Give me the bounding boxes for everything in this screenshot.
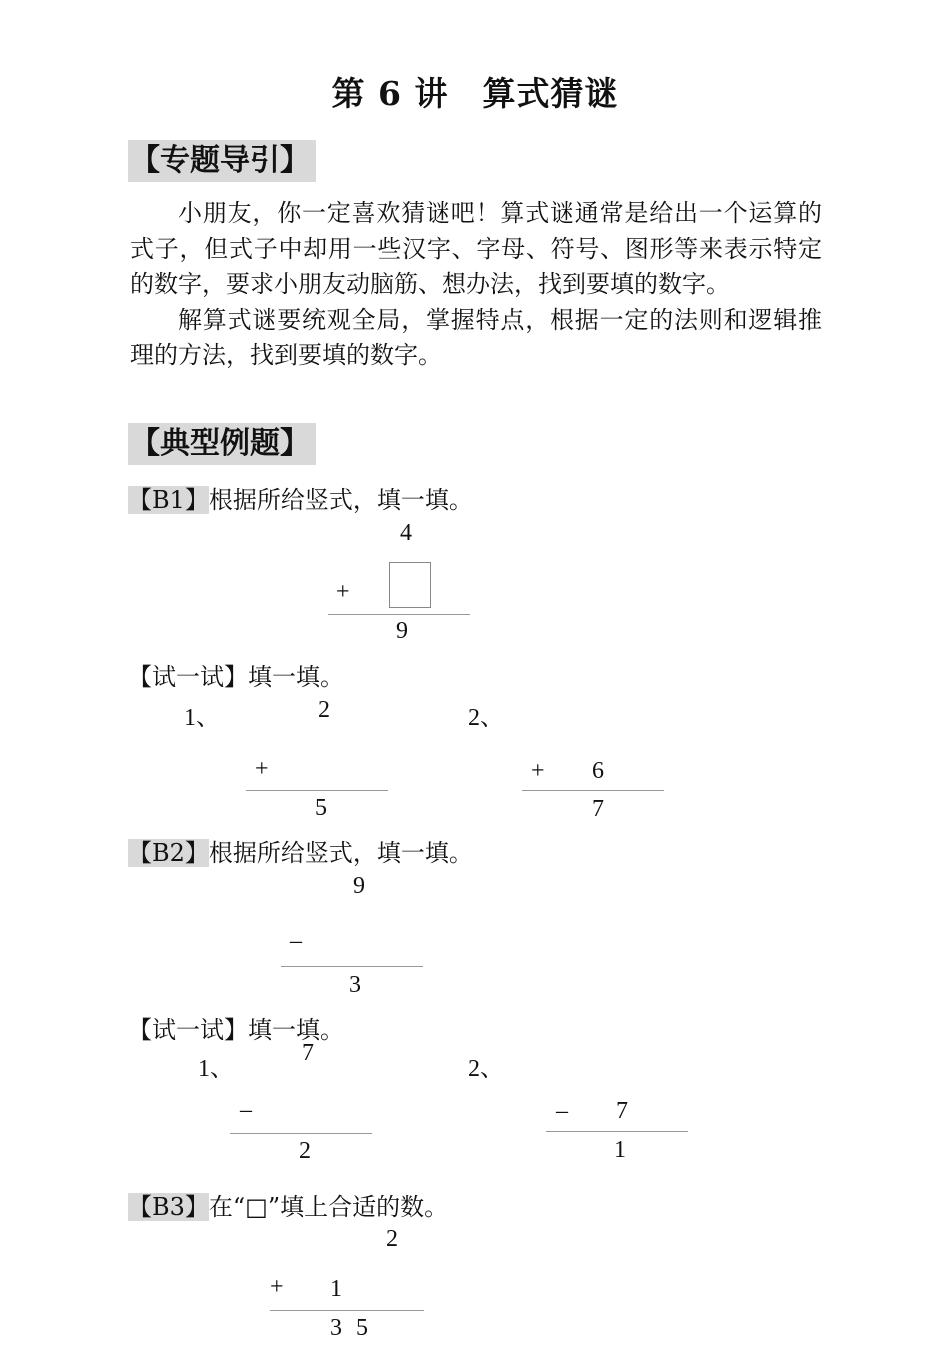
try2-q1-index: 1、 — [198, 1056, 234, 1082]
try2-q1-top: 7 — [302, 1040, 314, 1066]
intro-paragraph-2: 解算式谜要统观全局，掌握特点，根据一定的法则和逻辑推理的方法，找到要填的数字。 — [130, 305, 822, 369]
b3-second-number: 1 — [330, 1276, 342, 1302]
page-title: 第 6 讲 算式猜谜 — [331, 74, 619, 113]
try1-q2-line — [522, 790, 664, 791]
try1-q1-result: 5 — [315, 795, 327, 821]
example-text: 在“□”填上合适的数。 — [208, 1193, 449, 1221]
try1-q1-index: 1、 — [184, 705, 220, 731]
example-b3-prompt — [128, 1187, 448, 1222]
section-heading-guide: 【专题导引】 — [128, 140, 316, 182]
example-text: 根据所给竖式，填一填。 — [208, 486, 473, 514]
try1-q2-result: 7 — [592, 796, 604, 822]
try2-q2-minus: – — [556, 1098, 568, 1124]
b1-plus-sign: + — [336, 579, 350, 605]
example-b1-prompt — [128, 480, 473, 515]
b1-top-number: 4 — [400, 520, 412, 546]
try-it-label: 【试一试】填一填。 — [128, 663, 344, 691]
try2-q2-second: 7 — [616, 1098, 628, 1124]
example-tag: 【B1】 — [128, 486, 209, 514]
section-heading-examples: 【典型例题】 — [128, 423, 316, 465]
try1-q1-top: 2 — [318, 697, 330, 723]
b3-plus-sign: + — [270, 1274, 284, 1300]
try2-q1-line — [230, 1133, 372, 1134]
intro-paragraph-1: 小朋友，你一定喜欢猜谜吧！算式谜通常是给出一个运算的式子，但式子中却用一些汉字、字母、符号、图形等来表示特定的数字，要求小朋友动脑筋、想办法，找到要填的数字。 — [130, 199, 822, 298]
b2-top-number: 9 — [353, 873, 365, 899]
b1-answer-box[interactable] — [389, 562, 431, 608]
b3-result: 3 5 — [330, 1315, 372, 1341]
try2-q2-line — [546, 1131, 688, 1132]
example-tag: 【B3】 — [128, 1193, 209, 1221]
example-b2-prompt — [128, 833, 473, 868]
try1-q1-line — [246, 790, 388, 791]
b1-equals-line — [328, 614, 470, 615]
try2-q2-index: 2、 — [468, 1056, 504, 1082]
try-it-label: 【试一试】填一填。 — [128, 1016, 344, 1044]
b2-minus-sign: – — [290, 928, 302, 954]
b1-result: 9 — [396, 618, 408, 644]
try2-q1-minus: – — [240, 1097, 252, 1123]
example-text: 根据所给竖式，填一填。 — [208, 839, 473, 867]
try2-q1-result: 2 — [299, 1138, 311, 1164]
b3-top-number: 2 — [386, 1226, 398, 1252]
try2-q2-result: 1 — [614, 1137, 626, 1163]
try1-q2-second: 6 — [592, 758, 604, 784]
example-tag: 【B2】 — [128, 839, 209, 867]
b2-result: 3 — [349, 972, 361, 998]
b3-equals-line — [270, 1310, 424, 1311]
try1-q2-plus: + — [531, 758, 545, 784]
try1-q2-index: 2、 — [468, 705, 504, 731]
b2-equals-line — [281, 966, 423, 967]
intro-text — [130, 196, 822, 374]
try1-q1-plus: + — [255, 756, 269, 782]
